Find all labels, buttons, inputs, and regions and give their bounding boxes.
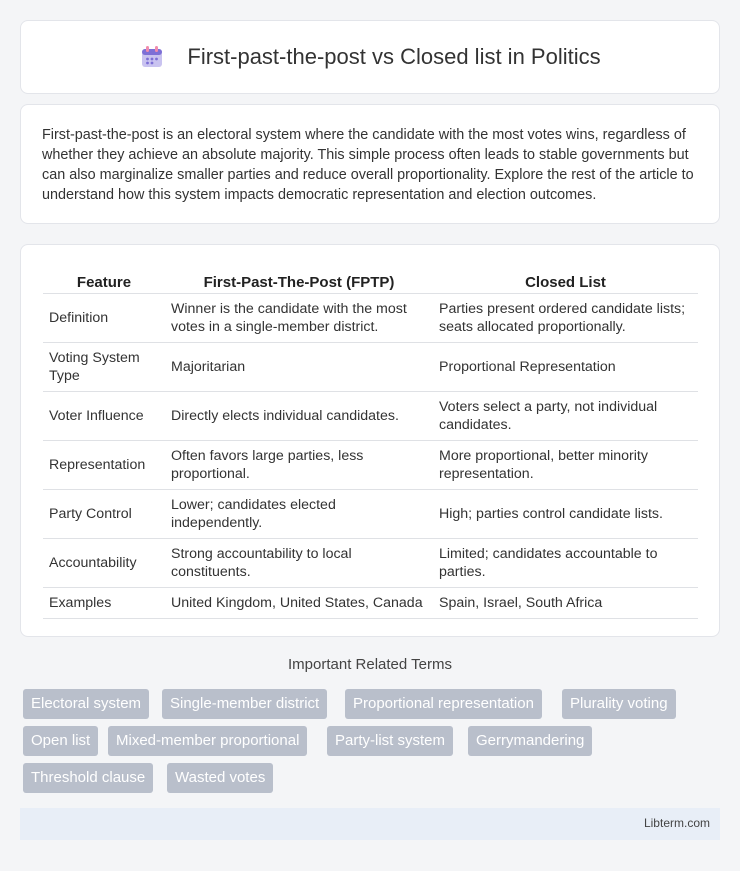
term-tag[interactable]: Mixed-member proportional <box>108 726 307 756</box>
comparison-table <box>43 265 698 619</box>
footer <box>20 808 720 840</box>
page-title: First-past-the-post vs Closed list in Politics <box>187 44 601 69</box>
row-feature: Accountability <box>43 538 165 587</box>
table-row <box>43 440 698 489</box>
term-tag[interactable]: Proportional representation <box>345 689 542 719</box>
row-feature: Definition <box>43 293 165 342</box>
term-tag[interactable]: Open list <box>23 726 98 756</box>
related-terms-title: Important Related Terms <box>288 656 452 673</box>
row-feature: Representation <box>43 440 165 489</box>
term-tag[interactable]: Party-list system <box>327 726 453 756</box>
row-fptp: Strong accountability to local constituents. <box>165 538 433 587</box>
row-closed: Parties present ordered candidate lists; seats allocated proportionally. <box>433 293 698 342</box>
term-tag[interactable]: Wasted votes <box>167 763 273 793</box>
row-feature: Voting System Type <box>43 342 165 391</box>
term-tag[interactable]: Plurality voting <box>562 689 676 719</box>
row-closed: Limited; candidates accountable to parties. <box>433 538 698 587</box>
header-fptp: First-Past-The-Post (FPTP) <box>165 265 433 293</box>
title-card <box>20 20 720 94</box>
table-row <box>43 538 698 587</box>
row-feature: Examples <box>43 587 165 618</box>
row-feature: Party Control <box>43 489 165 538</box>
header-feature: Feature <box>43 265 165 293</box>
term-tag[interactable]: Electoral system <box>23 689 149 719</box>
row-feature: Voter Influence <box>43 391 165 440</box>
intro-card <box>20 104 720 224</box>
row-fptp: Majoritarian <box>165 342 433 391</box>
table-row <box>43 391 698 440</box>
row-closed: Voters select a party, not individual candidates. <box>433 391 698 440</box>
title-wrap <box>139 44 600 70</box>
row-fptp: United Kingdom, United States, Canada <box>165 587 433 618</box>
table-row <box>43 342 698 391</box>
row-closed: Proportional Representation <box>433 342 698 391</box>
row-fptp: Winner is the candidate with the most votes in a single-member district. <box>165 293 433 342</box>
table-row <box>43 293 698 342</box>
row-closed: High; parties control candidate lists. <box>433 489 698 538</box>
row-fptp: Directly elects individual candidates. <box>165 391 433 440</box>
row-closed: Spain, Israel, South Africa <box>433 587 698 618</box>
footer-site-link[interactable]: Libterm.com <box>643 816 710 830</box>
term-tag[interactable]: Single-member district <box>162 689 327 719</box>
comparison-table-card <box>20 244 720 637</box>
row-fptp: Lower; candidates elected independently. <box>165 489 433 538</box>
calendar-icon <box>139 44 165 70</box>
header-closed-list: Closed List <box>433 265 698 293</box>
intro-paragraph: First-past-the-post is an electoral system where the candidate with the most votes wins, regardless of whether they achieve an absolute majority. This simple process often leads to stable governments but can also marginalize smaller parties and reduce overall proportionality. Explore the rest of the article to understand how this system impacts democratic representation and election outcomes. <box>42 127 694 203</box>
table-header-row <box>43 265 698 293</box>
term-tag[interactable]: Threshold clause <box>23 763 153 793</box>
table-row <box>43 489 698 538</box>
row-closed: More proportional, better minority representation. <box>433 440 698 489</box>
table-row <box>43 587 698 618</box>
term-tag[interactable]: Gerrymandering <box>468 726 592 756</box>
row-fptp: Often favors large parties, less proportional. <box>165 440 433 489</box>
